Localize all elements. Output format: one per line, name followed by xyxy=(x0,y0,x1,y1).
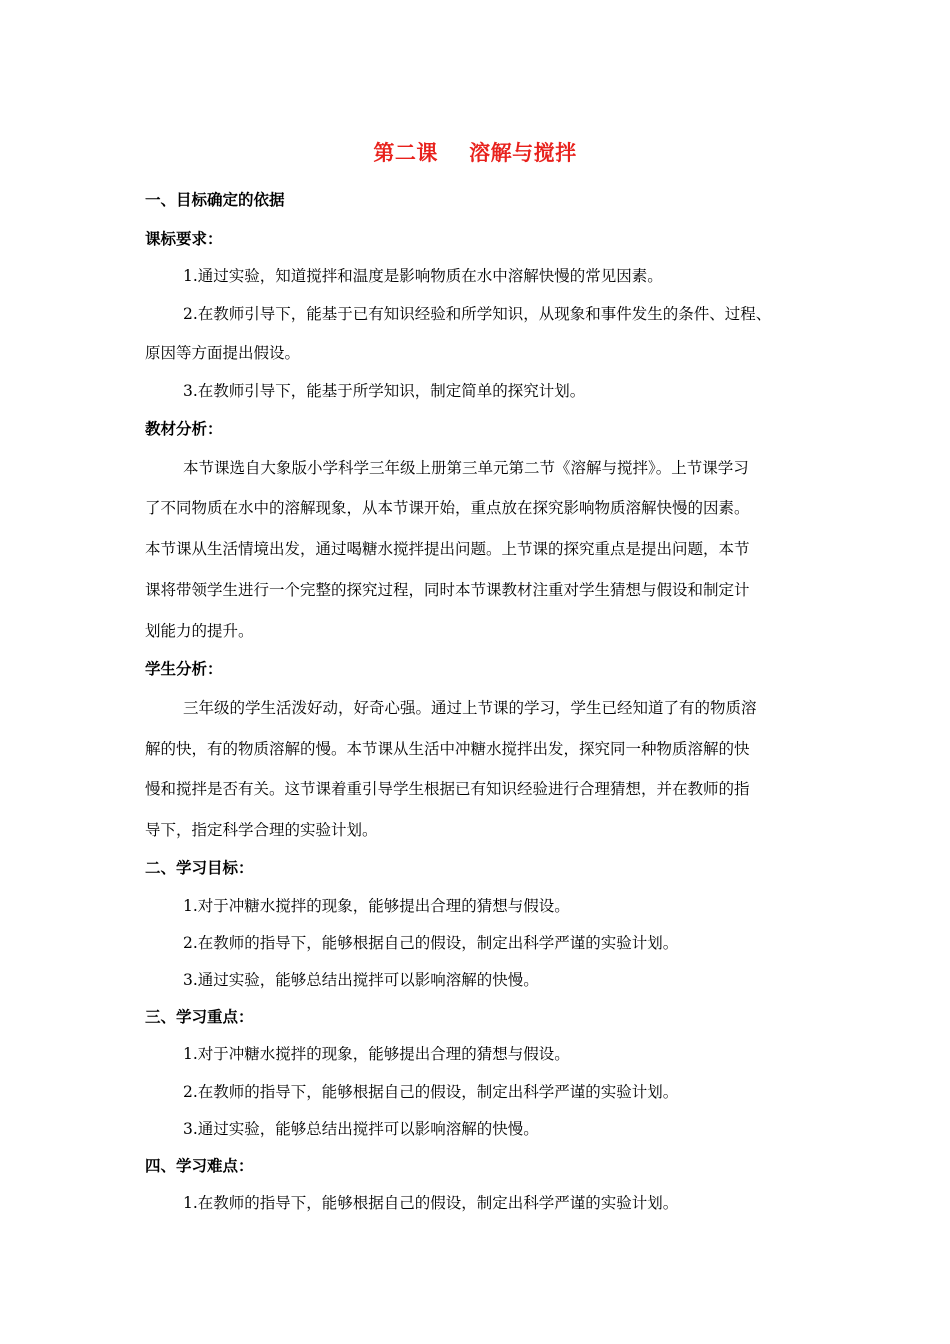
curriculum-item: 2.在教师引导下，能基于已有知识经验和所学知识，从现象和事件发生的条件、过程、 xyxy=(183,305,772,323)
textbook-paragraph-line: 课将带领学生进行一个完整的探究过程，同时本节课教材注重对学生猜想与假设和制定计 xyxy=(145,581,750,599)
student-paragraph-line: 解的快，有的物质溶解的慢。本节课从生活中冲糖水搅拌出发，探究同一种物质溶解的快 xyxy=(145,740,750,758)
keypoint-item: 3.通过实验，能够总结出搅拌可以影响溶解的快慢。 xyxy=(183,1120,539,1138)
textbook-paragraph-line: 划能力的提升。 xyxy=(145,622,254,640)
objective-item: 1.对于冲糖水搅拌的现象，能够提出合理的猜想与假设。 xyxy=(183,897,570,915)
difficulty-item: 1.在教师的指导下，能够根据自己的假设，制定出科学严谨的实验计划。 xyxy=(183,1194,679,1212)
difficulties-heading: 四、学习难点： xyxy=(145,1157,254,1175)
textbook-paragraph-line: 了不同物质在水中的溶解现象，从本节课开始，重点放在探究影响物质溶解快慢的因素。 xyxy=(145,499,750,517)
keypoint-item: 1.对于冲糖水搅拌的现象，能够提出合理的猜想与假设。 xyxy=(183,1045,570,1063)
basis-heading: 一、目标确定的依据 xyxy=(145,191,285,209)
student-paragraph-line: 慢和搅拌是否有关。这节课着重引导学生根据已有知识经验进行合理猜想，并在教师的指 xyxy=(145,780,750,798)
keypoint-item: 2.在教师的指导下，能够根据自己的假设，制定出科学严谨的实验计划。 xyxy=(183,1083,679,1101)
curriculum-item: 3.在教师引导下，能基于所学知识，制定简单的探究计划。 xyxy=(183,382,586,400)
textbook-paragraph-line: 本节课从生活情境出发，通过喝糖水搅拌提出问题。上节课的探究重点是提出问题，本节 xyxy=(145,540,750,558)
curriculum-heading: 课标要求： xyxy=(145,230,223,248)
student-paragraph-line: 导下，指定科学合理的实验计划。 xyxy=(145,821,378,839)
student-paragraph-line: 三年级的学生活泼好动，好奇心强。通过上节课的学习，学生已经知道了有的物质溶 xyxy=(183,699,757,717)
textbook-heading: 教材分析： xyxy=(145,420,223,438)
objective-item: 2.在教师的指导下，能够根据自己的假设，制定出科学严谨的实验计划。 xyxy=(183,934,679,952)
document-title: 第二课 溶解与搅拌 xyxy=(373,141,577,165)
objectives-heading: 二、学习目标： xyxy=(145,859,254,877)
objective-item: 3.通过实验，能够总结出搅拌可以影响溶解的快慢。 xyxy=(183,971,539,989)
keypoints-heading: 三、学习重点： xyxy=(145,1008,254,1026)
curriculum-item: 1.通过实验，知道搅拌和温度是影响物质在水中溶解快慢的常见因素。 xyxy=(183,267,663,285)
textbook-paragraph-line: 本节课选自大象版小学科学三年级上册第三单元第二节《溶解与搅拌》。上节课学习 xyxy=(183,459,749,477)
curriculum-item-continuation: 原因等方面提出假设。 xyxy=(145,344,301,362)
student-heading: 学生分析： xyxy=(145,660,223,678)
